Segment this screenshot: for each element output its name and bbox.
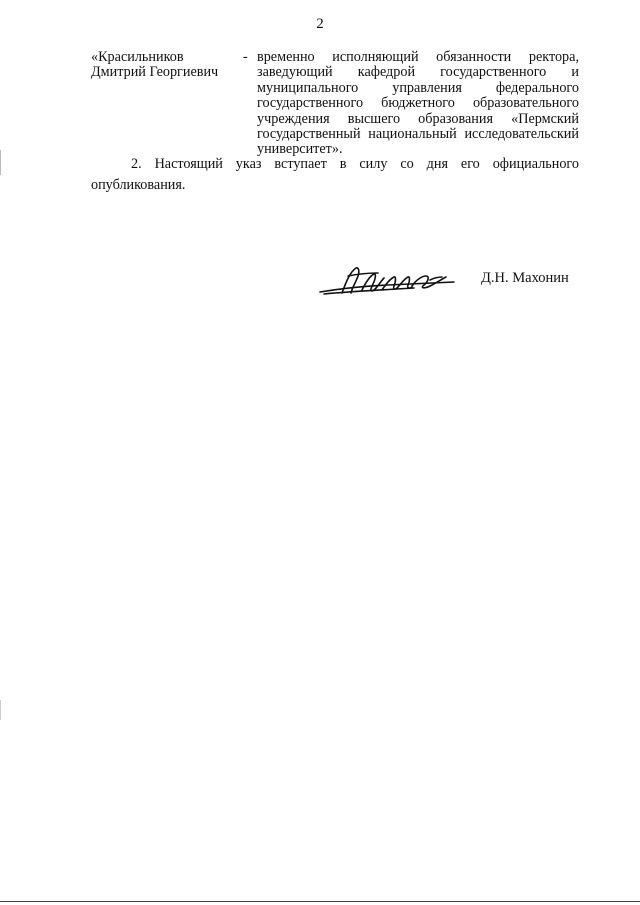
decree-clause: 2. Настоящий указ вступает в силу со дня его официального опубликования. — [91, 156, 579, 193]
scan-border — [0, 901, 640, 902]
appointee-surname: «Красильников — [91, 49, 184, 65]
appointee-position: временно исполняющий обязанности ректора, заведующий кафедрой государственного и муниципального управления федерального государственного бюджетного образовательного учреждения высшего образования «Пермский государственный национальный исследовательский университет». — [257, 49, 579, 158]
handwritten-signature — [318, 262, 458, 302]
scan-edge — [0, 0, 1, 905]
separator-dash: - — [243, 49, 248, 65]
appointee-name — [91, 50, 241, 81]
signer-name: Д.Н. Махонин — [481, 270, 569, 286]
appointee-given-names: Дмитрий Георгиевич — [91, 64, 219, 81]
page-number: 2 — [316, 16, 324, 32]
